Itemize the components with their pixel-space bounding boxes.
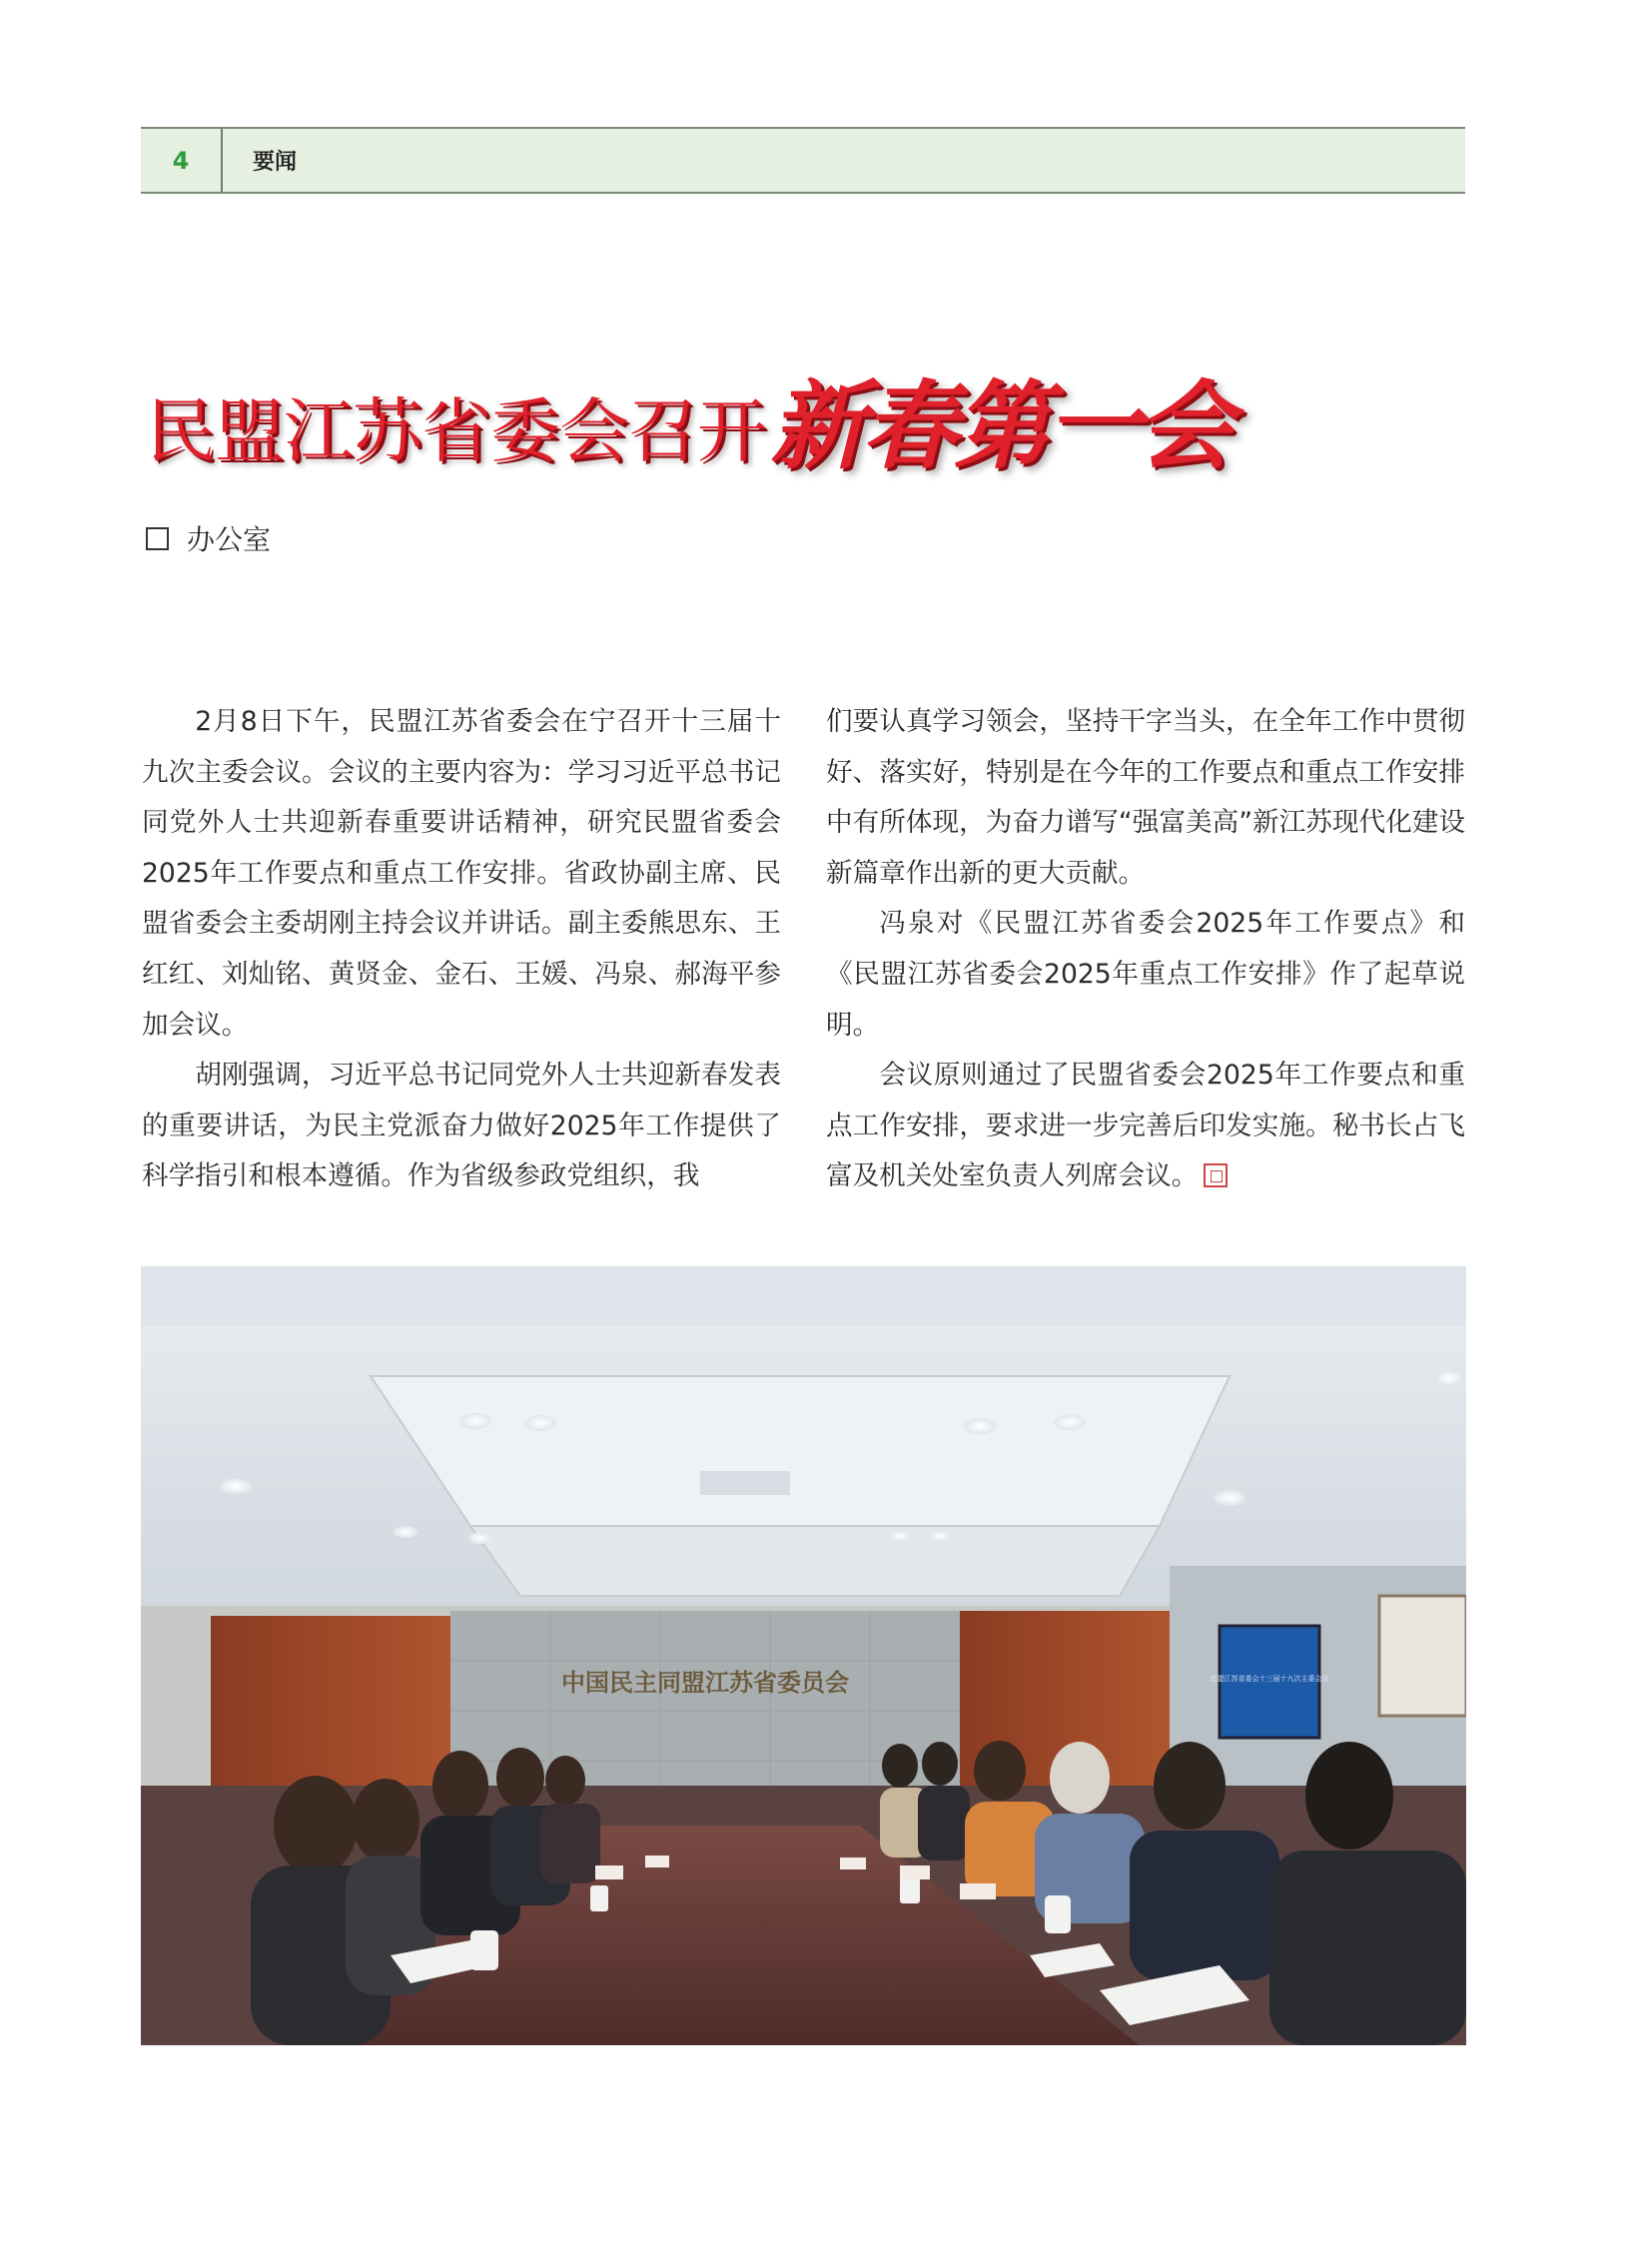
title-emphasis: 新春第一会 (770, 370, 1230, 482)
screen-text: 民盟江苏省委会十三届十九次主委会议 (1210, 1675, 1329, 1683)
square-icon (146, 527, 169, 550)
article-column-right (826, 697, 1465, 1202)
paragraph-text: 会议原则通过了民盟省委会2025年工作要点和重点工作安排，要求进一步完善后印发实施。秘书长占飞富及机关处室负责人列席会议。 (826, 1060, 1465, 1192)
paragraph: 2月8日下午，民盟江苏省委会在宁召开十三届十九次主委会议。会议的主要内容为：学习习近平总书记同党外人士共迎新春重要讲话精神，研究民盟省委会2025年工作要点和重点工作安排。省政协副主席、民盟省委会主委胡刚主持会议并讲话。副主委熊思东、王红红、刘灿铭、黄贤金、金石、王媛、冯泉、郝海平参加会议。 (142, 706, 781, 1041)
meeting-photo (141, 1266, 1466, 2045)
byline (146, 517, 271, 559)
running-header (141, 127, 1465, 194)
paragraph: 胡刚强调，习近平总书记同党外人士共迎新春发表的重要讲话，为民主党派奋力做好2025年工作提供了科学指引和根本遵循。作为省级参政党组织，我 (142, 1060, 781, 1192)
section-label: 要闻 (253, 149, 298, 175)
header-divider (221, 129, 223, 192)
byline-author: 办公室 (187, 523, 272, 556)
paragraph-last (826, 1051, 1465, 1202)
wall-inscription: 中国民主同盟江苏省委员会 (561, 1668, 849, 1697)
end-mark-icon (1204, 1163, 1228, 1187)
paragraph: 冯泉对《民盟江苏省委会2025年工作要点》和《民盟江苏省委会2025年重点工作安排》作了起草说明。 (826, 908, 1465, 1041)
article-title (146, 362, 1230, 481)
article-column-left (142, 697, 781, 1202)
page-number: 4 (172, 146, 190, 175)
paragraph: 们要认真学习领会，坚持干字当头，在全年工作中贯彻好、落实好，特别是在今年的工作要点和重点工作安排中有所体现，为奋力谱写“强富美高”新江苏现代化建设新篇章作出新的更大贡献。 (826, 706, 1465, 889)
title-main: 民盟江苏省委会召开 (146, 390, 766, 472)
